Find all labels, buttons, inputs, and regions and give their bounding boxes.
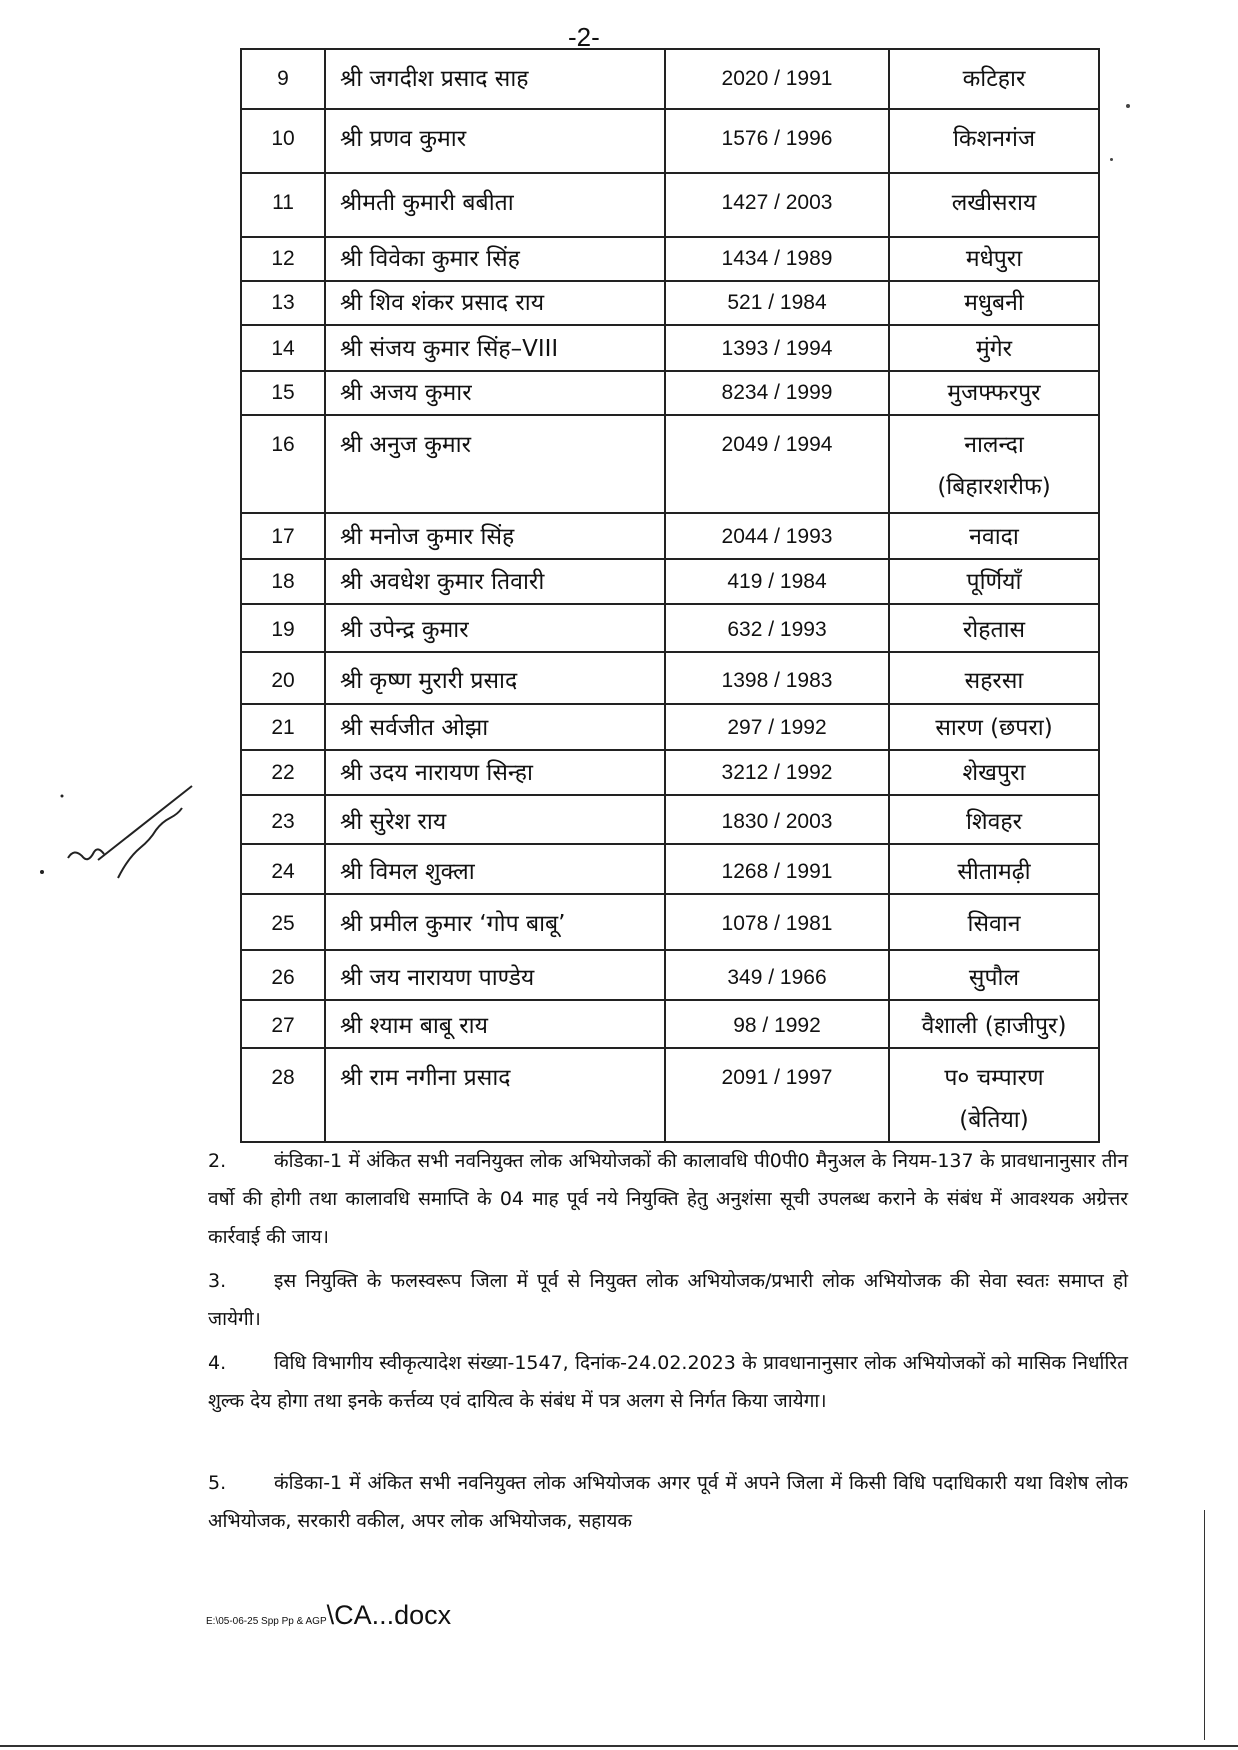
registration-number: 2091 / 1997 bbox=[721, 1066, 833, 1089]
footer-file-path bbox=[206, 1600, 451, 1631]
serial-number-cell bbox=[241, 894, 325, 950]
registration-number-cell bbox=[665, 109, 889, 173]
officer-name: श्री उदय नारायण सिन्हा bbox=[340, 760, 533, 786]
officer-name: श्री मनोज कुमार सिंह bbox=[340, 524, 515, 550]
district-name: मुजफ्फरपुर bbox=[947, 380, 1041, 406]
serial-number-cell bbox=[241, 281, 325, 325]
registration-number: 2020 / 1991 bbox=[721, 67, 833, 90]
district-name-cell bbox=[889, 371, 1099, 415]
registration-number-cell bbox=[665, 1048, 889, 1142]
serial-number: 25 bbox=[271, 912, 295, 935]
officer-name-cell bbox=[325, 704, 665, 750]
registration-number-cell bbox=[665, 652, 889, 704]
scan-mark bbox=[1110, 158, 1113, 161]
serial-number-cell bbox=[241, 371, 325, 415]
district-subname: (बिहारशरीफ) bbox=[937, 474, 1051, 500]
registration-number: 1393 / 1994 bbox=[721, 337, 833, 360]
officer-name: श्री अवधेश कुमार तिवारी bbox=[340, 569, 545, 595]
paragraph-number: 4. bbox=[208, 1352, 227, 1374]
footer-path-file: \CA...docx bbox=[326, 1600, 452, 1630]
registration-number-cell bbox=[665, 371, 889, 415]
officer-name-cell bbox=[325, 325, 665, 371]
registration-number-cell bbox=[665, 950, 889, 1000]
table-row bbox=[241, 1048, 1099, 1142]
signature-drawing bbox=[40, 780, 230, 930]
district-name: शिवहर bbox=[965, 809, 1022, 835]
officer-name: श्रीमती कुमारी बबीता bbox=[340, 190, 514, 216]
table-row bbox=[241, 173, 1099, 237]
table-row bbox=[241, 844, 1099, 894]
registration-number-cell bbox=[665, 704, 889, 750]
registration-number-cell bbox=[665, 1000, 889, 1048]
district-name: मधुबनी bbox=[964, 290, 1024, 316]
officer-name-cell bbox=[325, 371, 665, 415]
serial-number-cell bbox=[241, 109, 325, 173]
table-row bbox=[241, 604, 1099, 652]
registration-number-cell bbox=[665, 604, 889, 652]
paragraph-text: कंडिका-1 में अंकित सभी नवनियुक्त लोक अभियोजक अगर पूर्व में अपने जिला में किसी विधि पदाधिकारी यथा विशेष लोक अभियोजक, सरकारी वकील, अपर लोक अभियोजक, सहायक bbox=[208, 1472, 1128, 1532]
registration-number-cell bbox=[665, 894, 889, 950]
serial-number: 20 bbox=[271, 669, 295, 692]
registration-number-cell bbox=[665, 49, 889, 109]
district-name: नवादा bbox=[969, 524, 1019, 550]
registration-number: 1078 / 1981 bbox=[721, 912, 833, 935]
district-name-cell bbox=[889, 559, 1099, 604]
serial-number: 14 bbox=[271, 337, 295, 360]
district-name: शेखपुरा bbox=[962, 760, 1026, 786]
district-name: वैशाली (हाजीपुर) bbox=[921, 1013, 1067, 1039]
table-row bbox=[241, 371, 1099, 415]
serial-number: 16 bbox=[271, 433, 295, 456]
serial-number-cell bbox=[241, 795, 325, 844]
officer-name-cell bbox=[325, 1000, 665, 1048]
table-row bbox=[241, 894, 1099, 950]
district-name-cell bbox=[889, 415, 1099, 513]
officer-name: श्री जय नारायण पाण्डेय bbox=[340, 965, 535, 991]
officer-name-cell bbox=[325, 513, 665, 559]
registration-number-cell bbox=[665, 415, 889, 513]
officer-name: श्री जगदीश प्रसाद साह bbox=[340, 66, 529, 92]
serial-number: 22 bbox=[271, 761, 295, 784]
registration-number: 349 / 1966 bbox=[727, 966, 827, 989]
district-name-cell bbox=[889, 894, 1099, 950]
table-row bbox=[241, 795, 1099, 844]
table-row bbox=[241, 704, 1099, 750]
serial-number: 24 bbox=[271, 860, 295, 883]
registration-number-cell bbox=[665, 513, 889, 559]
district-name-cell bbox=[889, 950, 1099, 1000]
serial-number: 9 bbox=[277, 67, 289, 90]
serial-number: 21 bbox=[271, 716, 295, 739]
paragraph-text: कंडिका-1 में अंकित सभी नवनियुक्त लोक अभियोजकों की कालावधि पी0पी0 मैनुअल के नियम-137 के प्रावधानानुसार तीन वर्षो की होगी तथा कालावधि समाप्ति के 04 माह पूर्व नये नियुक्ति हेतु अनुशंसा सूची उपलब्ध कराने के संबंध में आवश्यक अग्रेत्तर कार्रवाई की जाय। bbox=[208, 1150, 1128, 1248]
officer-name: श्री अजय कुमार bbox=[340, 380, 472, 406]
district-name-cell bbox=[889, 704, 1099, 750]
registration-number: 98 / 1992 bbox=[733, 1014, 821, 1037]
table-row bbox=[241, 325, 1099, 371]
district-name-cell bbox=[889, 1000, 1099, 1048]
officer-name-cell bbox=[325, 652, 665, 704]
district-name-cell bbox=[889, 795, 1099, 844]
serial-number: 15 bbox=[271, 381, 295, 404]
serial-number-cell bbox=[241, 950, 325, 1000]
district-name-cell bbox=[889, 281, 1099, 325]
paragraph-number: 2. bbox=[208, 1150, 227, 1172]
serial-number-cell bbox=[241, 513, 325, 559]
officer-name: श्री संजय कुमार सिंह–VIII bbox=[340, 336, 559, 362]
table-row bbox=[241, 559, 1099, 604]
registration-number-cell bbox=[665, 237, 889, 281]
table-row bbox=[241, 652, 1099, 704]
district-name: सीतामढ़ी bbox=[957, 859, 1031, 885]
registration-number: 1268 / 1991 bbox=[721, 860, 833, 883]
serial-number: 12 bbox=[271, 247, 295, 270]
table-row bbox=[241, 950, 1099, 1000]
registration-number: 419 / 1984 bbox=[727, 570, 827, 593]
registration-number-cell bbox=[665, 795, 889, 844]
officer-name-cell bbox=[325, 109, 665, 173]
district-name: सिवान bbox=[967, 911, 1021, 937]
serial-number: 27 bbox=[271, 1014, 295, 1037]
page-bottom-edge bbox=[0, 1745, 1238, 1747]
table-body bbox=[241, 49, 1099, 1142]
registration-number: 521 / 1984 bbox=[727, 291, 827, 314]
district-name: सहरसा bbox=[964, 668, 1024, 694]
district-name-cell bbox=[889, 237, 1099, 281]
officer-name-cell bbox=[325, 894, 665, 950]
paragraph-text: विधि विभागीय स्वीकृत्यादेश संख्या-1547, दिनांक-24.02.2023 के प्रावधानानुसार लोक अभियोजकों को मासिक निर्धारित शुल्क देय होगा तथा इनके कर्त्तव्य एवं दायित्व के संबंध में पत्र अलग से निर्गत किया जायेगा। bbox=[208, 1352, 1128, 1412]
registration-number-cell bbox=[665, 173, 889, 237]
district-name-cell bbox=[889, 1048, 1099, 1142]
district-name: मुंगेर bbox=[975, 336, 1013, 362]
officer-name: श्री विमल शुक्ला bbox=[340, 859, 475, 885]
serial-number-cell bbox=[241, 604, 325, 652]
officer-name: श्री प्रमील कुमार ‘गोप बाबू’ bbox=[340, 911, 566, 937]
registration-number: 2044 / 1993 bbox=[721, 525, 833, 548]
registration-number: 8234 / 1999 bbox=[721, 381, 833, 404]
district-name: कटिहार bbox=[962, 66, 1026, 92]
table-row bbox=[241, 49, 1099, 109]
registration-number-cell bbox=[665, 750, 889, 795]
district-name-cell bbox=[889, 109, 1099, 173]
page-edge-line bbox=[1204, 1510, 1205, 1740]
serial-number: 28 bbox=[271, 1066, 295, 1089]
table-row bbox=[241, 281, 1099, 325]
table-row bbox=[241, 513, 1099, 559]
registration-number: 297 / 1992 bbox=[727, 716, 827, 739]
registration-number-cell bbox=[665, 844, 889, 894]
officer-name-cell bbox=[325, 237, 665, 281]
table-row bbox=[241, 1000, 1099, 1048]
officer-name-cell bbox=[325, 415, 665, 513]
district-name-cell bbox=[889, 652, 1099, 704]
serial-number-cell bbox=[241, 559, 325, 604]
registration-number: 2049 / 1994 bbox=[721, 433, 833, 456]
serial-number-cell bbox=[241, 237, 325, 281]
officer-name: श्री विवेका कुमार सिंह bbox=[340, 246, 520, 272]
serial-number-cell bbox=[241, 1048, 325, 1142]
officer-name: श्री श्याम बाबू राय bbox=[340, 1013, 488, 1039]
paragraph-number: 3. bbox=[208, 1270, 227, 1292]
officer-name: श्री शिव शंकर प्रसाद राय bbox=[340, 290, 545, 316]
officer-name: श्री अनुज कुमार bbox=[340, 432, 472, 458]
paragraph bbox=[208, 1142, 1128, 1256]
district-name: मधेपुरा bbox=[965, 246, 1023, 272]
registration-number: 1398 / 1983 bbox=[721, 669, 833, 692]
district-name: किशनगंज bbox=[952, 126, 1036, 152]
table-row bbox=[241, 415, 1099, 513]
officer-name-cell bbox=[325, 49, 665, 109]
district-name-cell bbox=[889, 844, 1099, 894]
district-name-cell bbox=[889, 325, 1099, 371]
district-name: नालन्दा bbox=[964, 432, 1024, 458]
officer-name: श्री प्रणव कुमार bbox=[340, 126, 467, 152]
officer-name-cell bbox=[325, 559, 665, 604]
registration-number: 632 / 1993 bbox=[727, 618, 827, 641]
serial-number-cell bbox=[241, 49, 325, 109]
district-name: सुपौल bbox=[968, 965, 1020, 991]
scan-mark bbox=[1126, 104, 1130, 108]
appointments-table bbox=[240, 48, 1100, 1143]
officer-name-cell bbox=[325, 795, 665, 844]
serial-number: 26 bbox=[271, 966, 295, 989]
officer-name-cell bbox=[325, 750, 665, 795]
serial-number: 23 bbox=[271, 810, 295, 833]
officer-name-cell bbox=[325, 844, 665, 894]
officer-name: श्री राम नगीना प्रसाद bbox=[340, 1065, 511, 1091]
registration-number: 1434 / 1989 bbox=[721, 247, 833, 270]
paragraph-number: 5. bbox=[208, 1472, 227, 1494]
registration-number-cell bbox=[665, 325, 889, 371]
serial-number-cell bbox=[241, 844, 325, 894]
serial-number-cell bbox=[241, 704, 325, 750]
serial-number-cell bbox=[241, 652, 325, 704]
officer-name-cell bbox=[325, 604, 665, 652]
serial-number-cell bbox=[241, 1000, 325, 1048]
district-subname: (बेतिया) bbox=[959, 1107, 1029, 1133]
serial-number: 17 bbox=[271, 525, 295, 548]
district-name: पूर्णियाँ bbox=[966, 569, 1022, 595]
paragraph bbox=[208, 1262, 1128, 1338]
serial-number: 10 bbox=[271, 127, 295, 150]
handwritten-signature bbox=[40, 780, 230, 930]
district-name-cell bbox=[889, 173, 1099, 237]
table-row bbox=[241, 109, 1099, 173]
district-name: प० चम्पारण bbox=[944, 1065, 1044, 1091]
paragraph bbox=[208, 1344, 1128, 1420]
officer-name: श्री सुरेश राय bbox=[340, 809, 447, 835]
serial-number-cell bbox=[241, 325, 325, 371]
officer-name: श्री सर्वजीत ओझा bbox=[340, 715, 489, 741]
officer-name-cell bbox=[325, 173, 665, 237]
district-name: रोहतास bbox=[962, 617, 1026, 643]
paragraph bbox=[208, 1464, 1128, 1540]
registration-number: 3212 / 1992 bbox=[721, 761, 833, 784]
serial-number-cell bbox=[241, 415, 325, 513]
serial-number: 13 bbox=[271, 291, 295, 314]
district-name-cell bbox=[889, 604, 1099, 652]
serial-number: 18 bbox=[271, 570, 295, 593]
table-row bbox=[241, 237, 1099, 281]
registration-number: 1830 / 2003 bbox=[721, 810, 833, 833]
district-name-cell bbox=[889, 49, 1099, 109]
registration-number-cell bbox=[665, 281, 889, 325]
district-name: सारण (छपरा) bbox=[935, 715, 1053, 741]
paragraph-text: इस नियुक्ति के फलस्वरूप जिला में पूर्व से नियुक्त लोक अभियोजक/प्रभारी लोक अभियोजक की सेवा स्वतः समाप्त हो जायेगी। bbox=[208, 1270, 1128, 1330]
officer-name-cell bbox=[325, 1048, 665, 1142]
page-number: -2- bbox=[568, 22, 600, 52]
officer-name-cell bbox=[325, 281, 665, 325]
serial-number-cell bbox=[241, 173, 325, 237]
district-name: लखीसराय bbox=[951, 190, 1037, 216]
serial-number-cell bbox=[241, 750, 325, 795]
officer-name: श्री उपेन्द्र कुमार bbox=[340, 617, 469, 643]
registration-number: 1576 / 1996 bbox=[721, 127, 833, 150]
registration-number-cell bbox=[665, 559, 889, 604]
serial-number: 11 bbox=[272, 191, 294, 214]
district-name-cell bbox=[889, 513, 1099, 559]
district-name-cell bbox=[889, 750, 1099, 795]
registration-number: 1427 / 2003 bbox=[721, 191, 833, 214]
table-row bbox=[241, 750, 1099, 795]
serial-number: 19 bbox=[271, 618, 295, 641]
officer-name: श्री कृष्ण मुरारी प्रसाद bbox=[340, 668, 518, 694]
footer-path-prefix: E:\05-06-25 Spp Pp & AGP bbox=[206, 1616, 327, 1627]
officer-name-cell bbox=[325, 950, 665, 1000]
